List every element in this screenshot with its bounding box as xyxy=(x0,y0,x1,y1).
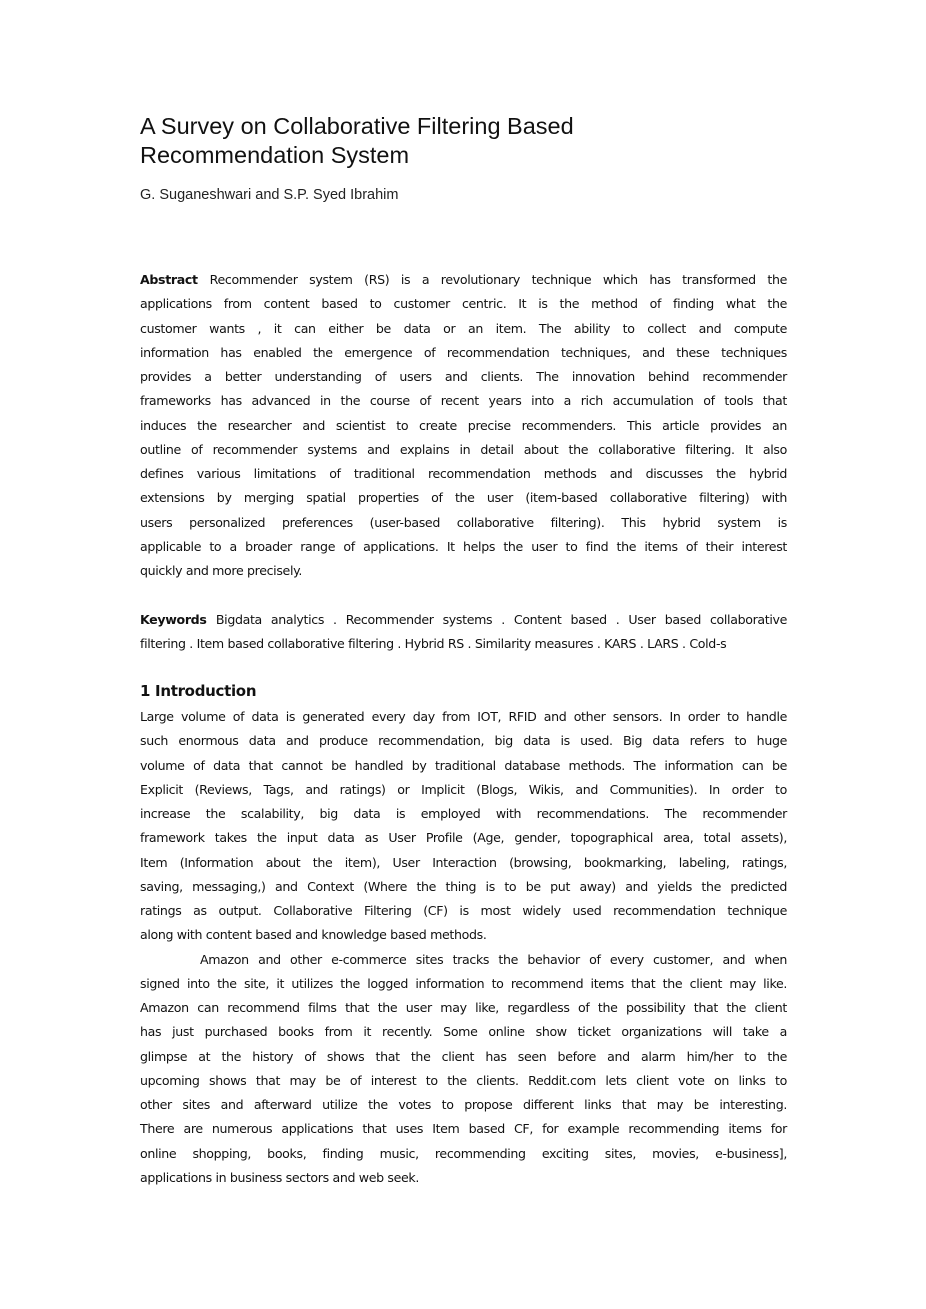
text-line: outline of recommender systems and explains in detail about the collaborative filtering. It also xyxy=(140,441,787,457)
text-line: other sites and afterward utilize the votes to propose different links that may be interesting. xyxy=(140,1097,787,1112)
text-line: information has enabled the emergence of recommendation techniques, and these techniques xyxy=(140,344,787,360)
authors: G. Suganeshwari and S.P. Syed Ibrahim xyxy=(140,187,399,203)
text-line: upcoming shows that may be of interest to the clients. Reddit.com lets client vote on links to xyxy=(140,1072,787,1088)
text-line: Amazon can recommend films that the user may like, regardless of the possibility that the client xyxy=(140,1000,787,1015)
text-line: There are numerous applications that uses Item based CF, for example recommending items for xyxy=(140,1121,787,1137)
text-line: provides a better understanding of users and clients. The innovation behind recommender xyxy=(140,369,787,384)
abstract xyxy=(140,268,787,583)
line-text: Bigdata analytics . Recommender systems . Content based . User based collaborative xyxy=(215,612,787,627)
text-line: volume of data that cannot be handled by traditional database methods. The information can be xyxy=(140,757,787,773)
paragraph xyxy=(140,948,787,1191)
title-line: Recommendation System xyxy=(140,142,410,168)
paragraph xyxy=(140,705,787,948)
text-line xyxy=(140,608,787,632)
text-line: has just purchased books from it recently. Some online show ticket organizations will take a xyxy=(140,1024,787,1040)
text-line: extensions by merging spatial properties of the user (item-based collaborative filtering) with xyxy=(140,490,787,506)
text-line: applicable to a broader range of applications. It helps the user to find the items of their interest xyxy=(140,538,787,554)
paper-title xyxy=(140,112,574,170)
text-line: along with content based and knowledge based methods. xyxy=(140,927,487,943)
text-line: glimpse at the history of shows that the client has seen before and alarm him/her to the xyxy=(140,1048,787,1064)
text-line: such enormous data and produce recommendation, big data is used. Big data refers to huge xyxy=(140,733,787,749)
text-line: Large volume of data is generated every day from IOT, RFID and other sensors. In order to handle xyxy=(140,709,787,724)
text-line: filtering . Item based collaborative filtering . Hybrid RS . Similarity measures . KARS . LARS . Cold-s xyxy=(140,636,727,652)
keywords xyxy=(140,608,787,657)
text-line: applications in business sectors and web seek. xyxy=(140,1169,420,1185)
text-line xyxy=(140,268,787,292)
title-line: A Survey on Collaborative Filtering Based xyxy=(140,113,574,139)
text-line: signed into the site, it utilizes the logged information to recommend items that the client may like. xyxy=(140,975,787,991)
text-line: increase the scalability, big data is employed with recommendations. The recommender xyxy=(140,806,787,821)
text-line: ratings as output. Collaborative Filtering (CF) is most widely used recommendation technique xyxy=(140,903,787,918)
text-line: framework takes the input data as User Profile (Age, gender, topographical area, total assets), xyxy=(140,830,787,846)
text-line: Amazon and other e-commerce sites tracks the behavior of every customer, and when xyxy=(200,951,787,967)
text-line: online shopping, books, finding music, recommending exciting sites, movies, e-business], xyxy=(140,1145,787,1161)
text-line: saving, messaging,) and Context (Where the thing is to be put away) and yields the predicted xyxy=(140,878,787,894)
lead-label: Keywords xyxy=(140,612,216,627)
text-line: induces the researcher and scientist to create precise recommenders. This article provides an xyxy=(140,417,787,433)
text-line: Item (Information about the item), User Interaction (browsing, bookmarking, labeling, ratings, xyxy=(140,854,787,870)
text-line: quickly and more precisely. xyxy=(140,563,303,578)
text-line: defines various limitations of traditional recommendation methods and discusses the hybrid xyxy=(140,466,787,481)
line-text: Recommender system (RS) is a revolutionary technique which has transformed the xyxy=(209,272,787,287)
text-line: users personalized preferences (user-based collaborative filtering). This hybrid system is xyxy=(140,514,787,530)
text-line: Explicit (Reviews, Tags, and ratings) or Implicit (Blogs, Wikis, and Communities). In order to xyxy=(140,781,787,797)
lead-label: Abstract xyxy=(140,272,210,287)
section-heading: 1 Introduction xyxy=(140,682,257,700)
introduction-body xyxy=(140,705,787,1190)
text-line: customer wants , it can either be data or an item. The ability to collect and compute xyxy=(140,320,787,336)
text-line: applications from content based to customer centric. It is the method of finding what the xyxy=(140,296,787,312)
text-line: frameworks has advanced in the course of recent years into a rich accumulation of tools that xyxy=(140,393,787,409)
